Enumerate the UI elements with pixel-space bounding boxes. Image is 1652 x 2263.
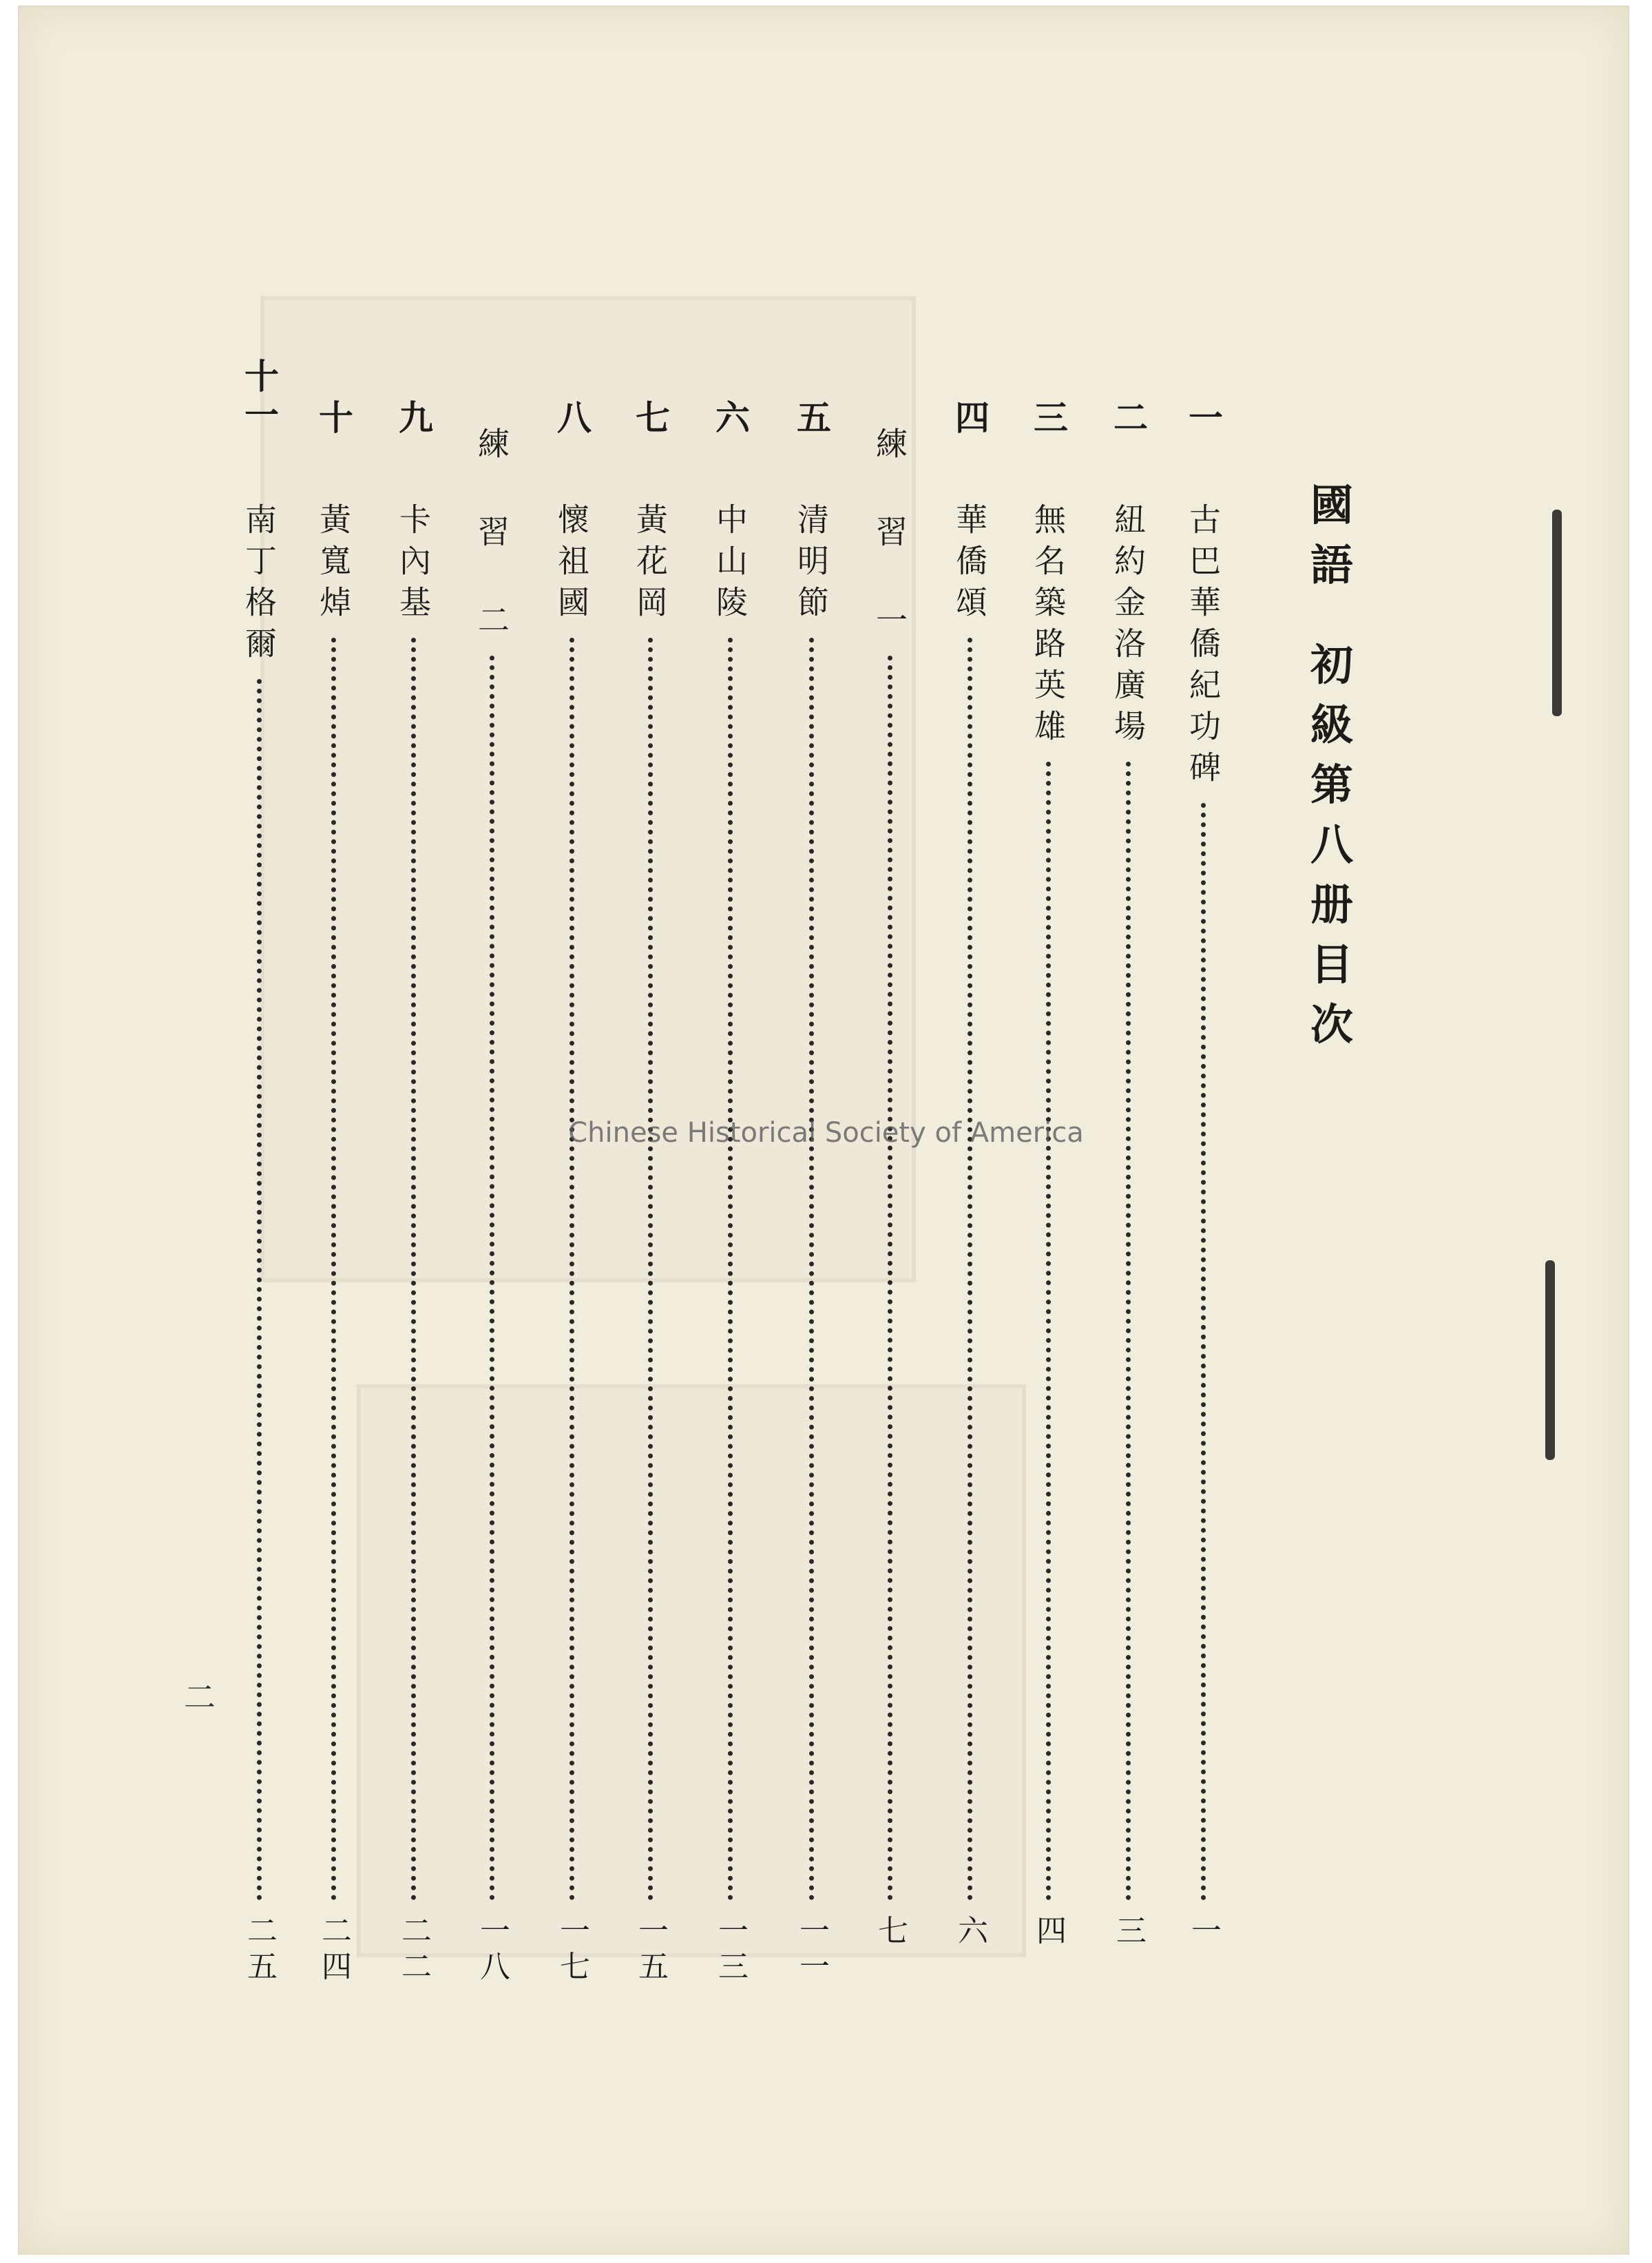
toc-entry bbox=[942, 399, 997, 1997]
lesson-title: 南丁格爾 bbox=[240, 503, 278, 668]
lesson-number: 九 bbox=[393, 399, 434, 438]
page-number: 三 bbox=[1111, 1915, 1146, 1950]
lesson-title: 無名築路英雄 bbox=[1029, 503, 1067, 751]
staple-top bbox=[1552, 510, 1562, 716]
page-number: 一 bbox=[1186, 1915, 1221, 1950]
dot-leader bbox=[411, 638, 416, 1901]
page-number: 二二 bbox=[396, 1915, 431, 1986]
toc-entry bbox=[784, 399, 839, 1997]
lesson-number: 八 bbox=[552, 399, 592, 438]
staple-bottom bbox=[1545, 1260, 1555, 1460]
toc-entry bbox=[306, 399, 361, 1997]
folio-page-number: 二 bbox=[179, 1680, 216, 1712]
title-char: 第 bbox=[1310, 760, 1353, 810]
bleed-through-image-lower bbox=[357, 1384, 1026, 1957]
lesson-title: 練 習 一 bbox=[871, 427, 908, 645]
page-number: 一八 bbox=[474, 1915, 510, 1986]
dot-leader bbox=[1126, 762, 1131, 1901]
page-number: 六 bbox=[952, 1915, 987, 1950]
dot-leader bbox=[569, 638, 574, 1901]
title-char: 八 bbox=[1310, 820, 1353, 870]
lesson-title: 懷祖國 bbox=[553, 503, 590, 627]
page-number: 四 bbox=[1031, 1915, 1066, 1950]
lesson-title: 黃花岡 bbox=[631, 503, 669, 627]
lesson-title: 卡內基 bbox=[395, 503, 432, 627]
title-char: 語 bbox=[1310, 540, 1353, 590]
lesson-number: 六 bbox=[710, 399, 751, 438]
title-char: 國 bbox=[1310, 480, 1353, 530]
toc-entry bbox=[623, 399, 678, 1997]
title-char: 册 bbox=[1310, 879, 1353, 930]
toc-entry bbox=[862, 399, 917, 1997]
page-number: 七 bbox=[872, 1915, 908, 1950]
title-char: 初 bbox=[1310, 640, 1353, 690]
dot-leader bbox=[1201, 803, 1206, 1901]
toc-entry bbox=[1021, 399, 1076, 1997]
watermark: Chinese Historical Society of America bbox=[568, 1117, 1084, 1149]
toc-entry bbox=[702, 399, 757, 1997]
lesson-number: 三 bbox=[1028, 399, 1069, 438]
title-char: 級 bbox=[1310, 700, 1353, 750]
dot-leader bbox=[888, 656, 892, 1901]
toc-entry bbox=[544, 399, 599, 1997]
toc-entry bbox=[386, 399, 441, 1997]
dot-leader bbox=[648, 638, 653, 1901]
title-char: 次 bbox=[1310, 999, 1353, 1050]
page-number: 一五 bbox=[633, 1915, 668, 1986]
lesson-number: 四 bbox=[950, 399, 990, 438]
toc-title bbox=[1304, 475, 1359, 1054]
toc-entry bbox=[231, 358, 286, 1997]
dot-leader bbox=[490, 656, 494, 1901]
lesson-title: 中山陵 bbox=[711, 503, 749, 627]
lesson-number: 七 bbox=[630, 399, 671, 438]
title-char: 目 bbox=[1310, 939, 1353, 990]
page-number: 二五 bbox=[242, 1915, 277, 1986]
lesson-title: 華僑頌 bbox=[951, 503, 988, 627]
lesson-title: 清明節 bbox=[793, 503, 830, 627]
lesson-number: 五 bbox=[791, 399, 832, 438]
lesson-number: 二 bbox=[1108, 399, 1149, 438]
dot-leader bbox=[968, 638, 972, 1901]
page-number: 一一 bbox=[794, 1915, 829, 1986]
lesson-title: 練 習 二 bbox=[473, 427, 510, 645]
toc-entry bbox=[464, 399, 519, 1997]
toc-entry bbox=[1175, 399, 1231, 1997]
dot-leader bbox=[257, 679, 262, 1901]
page-number: 一七 bbox=[554, 1915, 589, 1986]
lesson-number: 一 bbox=[1183, 399, 1224, 438]
dot-leader bbox=[809, 638, 814, 1901]
page-number: 二四 bbox=[316, 1915, 351, 1986]
toc-entry bbox=[1100, 399, 1156, 1997]
lesson-title: 黃寬焯 bbox=[315, 503, 352, 627]
page-number: 一三 bbox=[713, 1915, 748, 1986]
lesson-number: 十 bbox=[313, 399, 354, 438]
dot-leader bbox=[1046, 762, 1051, 1901]
dot-leader bbox=[728, 638, 733, 1901]
lesson-title: 古巴華僑紀功碑 bbox=[1184, 503, 1222, 792]
lesson-title: 紐約金洛廣場 bbox=[1109, 503, 1147, 751]
dot-leader bbox=[331, 638, 336, 1901]
lesson-number: 十一 bbox=[239, 358, 280, 435]
